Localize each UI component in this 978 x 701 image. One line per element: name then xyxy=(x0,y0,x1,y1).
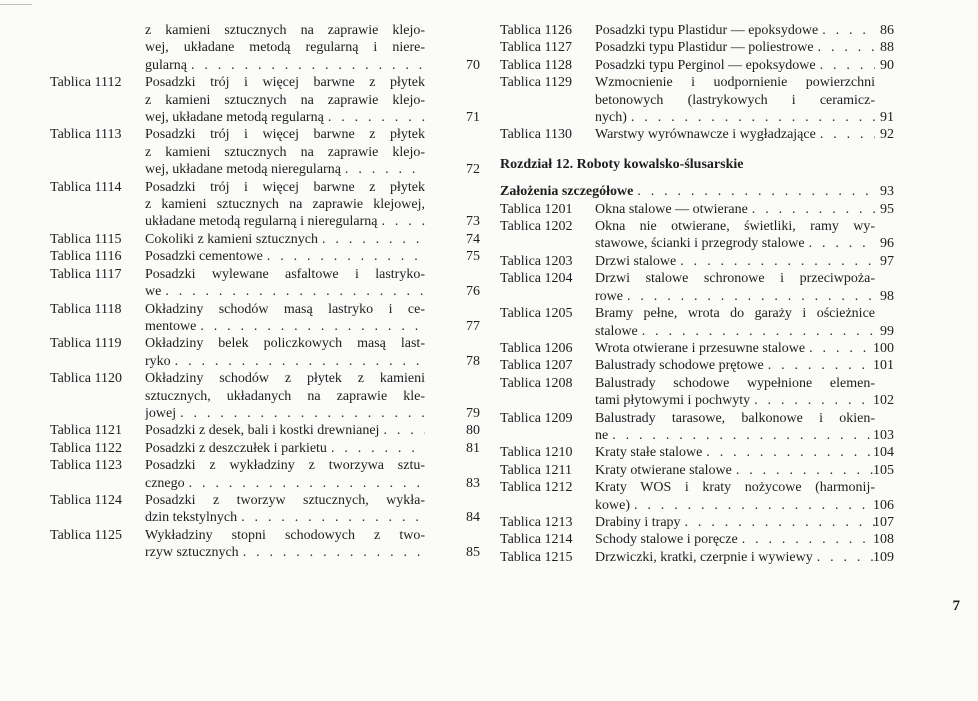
description-line xyxy=(595,74,875,91)
toc-entry xyxy=(500,253,930,270)
entry-page-number: 101 xyxy=(873,358,894,374)
dot-leader xyxy=(237,509,425,526)
description-text: nych) xyxy=(595,110,627,126)
description-text: tami płytowymi i pochwyty xyxy=(595,393,751,409)
description-line xyxy=(145,527,425,544)
entry-description xyxy=(145,74,425,126)
table-label: Tablica 1207 xyxy=(500,358,573,374)
description-text: Posadzki cementowe xyxy=(145,249,263,265)
toc-entry xyxy=(500,126,930,143)
description-text: stalowe xyxy=(595,323,638,339)
toc-entry xyxy=(500,479,930,514)
description-line xyxy=(145,318,425,335)
description-line xyxy=(595,375,875,392)
description-text: Drzwi stalowe xyxy=(595,253,677,269)
entry-description xyxy=(145,422,425,439)
entry-page-number: 96 xyxy=(880,236,894,252)
entry-page-number: 81 xyxy=(466,440,480,456)
entry-page-number: 93 xyxy=(880,184,894,200)
toc-right-bottom-group xyxy=(500,201,930,567)
entry-page-number: 103 xyxy=(873,427,894,443)
dot-leader xyxy=(623,288,875,305)
description-text: Wzmocnienie i uodpornienie powierzchni xyxy=(595,75,875,91)
table-label: Tablica 1129 xyxy=(500,75,572,91)
entry-description xyxy=(145,266,425,301)
description-line xyxy=(145,179,425,196)
entry-description xyxy=(595,410,875,445)
toc-entry xyxy=(500,462,930,479)
entry-description xyxy=(595,531,875,548)
table-label: Tablica 1205 xyxy=(500,306,573,322)
toc-right-column xyxy=(500,22,930,566)
table-label: Tablica 1203 xyxy=(500,253,573,269)
entry-description xyxy=(595,340,875,357)
description-text: Drzwiczki, kratki, czerpnie i wywiewy xyxy=(595,549,813,565)
dot-leader xyxy=(187,57,425,74)
description-text: gularną xyxy=(145,57,187,73)
description-line xyxy=(145,335,425,352)
description-line xyxy=(145,161,425,178)
entry-page-number: 84 xyxy=(466,510,480,526)
description-text: ne xyxy=(595,427,609,443)
table-label: Tablica 1116 xyxy=(50,249,122,265)
table-label: Tablica 1201 xyxy=(500,201,573,217)
toc-entry xyxy=(500,22,930,39)
entry-description xyxy=(145,457,425,492)
description-text: Posadzki trój i więcej barwne z płytek xyxy=(145,179,425,195)
description-text: Balustrady tarasowe, balkonowe i okien- xyxy=(595,410,875,426)
entry-page-number: 100 xyxy=(873,340,894,356)
toc-entry xyxy=(500,305,930,340)
entry-page-number: 98 xyxy=(880,288,894,304)
description-line xyxy=(595,288,875,305)
description-line xyxy=(145,74,425,91)
description-text: Okna nie otwierane, świetliki, ramy wy- xyxy=(595,219,875,235)
description-line xyxy=(595,357,875,374)
description-text: dzin tekstylnych xyxy=(145,510,238,526)
description-text: we xyxy=(145,284,162,300)
dot-leader xyxy=(676,253,875,270)
description-line xyxy=(595,549,875,566)
dot-leader xyxy=(239,544,425,561)
dot-leader xyxy=(627,109,875,126)
table-label: Tablica 1126 xyxy=(500,23,572,38)
entry-page-number: 80 xyxy=(466,423,480,439)
entry-page-number: 91 xyxy=(880,110,894,126)
dot-leader xyxy=(608,427,875,444)
description-line xyxy=(145,57,425,74)
description-line xyxy=(595,270,875,287)
toc-entry xyxy=(500,74,930,126)
description-text: Cokoliki z kamieni sztucznych xyxy=(145,231,319,247)
assumptions-row xyxy=(500,183,875,200)
description-line xyxy=(595,392,875,409)
description-line xyxy=(145,509,425,526)
table-label: Tablica 1117 xyxy=(50,266,122,282)
description-line xyxy=(145,388,425,405)
dot-leader xyxy=(185,475,425,492)
page-number: 7 xyxy=(952,598,960,614)
description-line xyxy=(145,457,425,474)
description-text: Posadzki typu Perginol — epoksydowe xyxy=(595,57,816,73)
table-label: Tablica 1114 xyxy=(50,179,122,195)
entry-description xyxy=(595,375,875,410)
assumptions-label: Założenia szczegółowe xyxy=(500,184,634,200)
table-label: Tablica 1211 xyxy=(500,462,572,478)
description-text: z kamieni sztucznych na zaprawie klejowej, xyxy=(145,197,425,213)
entry-description xyxy=(595,74,875,126)
entry-page-number: 75 xyxy=(466,249,480,265)
entry-description xyxy=(595,201,875,218)
description-line xyxy=(145,405,425,422)
description-line xyxy=(595,235,875,252)
description-line xyxy=(145,213,425,230)
entry-description xyxy=(595,253,875,270)
table-label: Tablica 1206 xyxy=(500,340,573,356)
entry-description xyxy=(145,335,425,370)
entry-page-number: 104 xyxy=(873,445,894,461)
entry-description xyxy=(595,549,875,566)
table-label: Tablica 1214 xyxy=(500,532,573,548)
entry-description xyxy=(595,305,875,340)
dot-leader xyxy=(161,283,425,300)
entry-description xyxy=(595,218,875,253)
table-label: Tablica 1215 xyxy=(500,549,573,565)
description-line xyxy=(595,253,875,270)
description-text: Posadzki trój i więcej barwne z płytek xyxy=(145,127,425,143)
description-text: Posadzki wylewane asfaltowe i lastryko- xyxy=(145,266,425,282)
entry-page-number: 106 xyxy=(873,497,894,513)
entry-description xyxy=(145,126,425,178)
table-label: Tablica 1202 xyxy=(500,219,573,235)
description-line xyxy=(145,22,425,39)
dot-leader xyxy=(263,248,425,265)
toc-entry xyxy=(500,270,930,305)
entry-page-number: 95 xyxy=(880,201,894,217)
toc-entry xyxy=(50,527,480,562)
table-label: Tablica 1208 xyxy=(500,375,573,391)
dot-leader xyxy=(318,231,425,248)
entry-description xyxy=(145,492,425,527)
entry-page-number: 70 xyxy=(466,57,480,73)
entry-page-number: 72 xyxy=(466,162,480,178)
table-label: Tablica 1212 xyxy=(500,480,573,496)
description-text: Balustrady schodowe prętowe xyxy=(595,358,764,374)
description-line xyxy=(145,266,425,283)
dot-leader xyxy=(171,353,425,370)
entry-description xyxy=(145,231,425,248)
table-label: Tablica 1120 xyxy=(50,371,122,387)
table-label: Tablica 1210 xyxy=(500,445,573,461)
assumptions-entry xyxy=(500,183,930,200)
toc-entry xyxy=(500,39,930,56)
dot-leader xyxy=(379,422,425,439)
dot-leader xyxy=(377,213,425,230)
toc-entry xyxy=(50,231,480,248)
table-label: Tablica 1213 xyxy=(500,514,573,530)
description-text: z kamieni sztucznych na zaprawie klejo- xyxy=(145,92,425,108)
description-text: Schody stalowe i poręcze xyxy=(595,532,738,548)
table-label: Tablica 1112 xyxy=(50,75,122,91)
table-label: Tablica 1209 xyxy=(500,410,573,426)
toc-entry xyxy=(500,549,930,566)
description-text: Posadzki typu Plastidur — epoksydowe xyxy=(595,23,819,38)
description-text: z kamieni sztucznych na zaprawie klejo- xyxy=(145,23,425,38)
description-text: Posadzki z tworzyw sztucznych, wykła- xyxy=(145,492,425,508)
description-text: sztucznych, układanych na zaprawie kle- xyxy=(145,388,425,404)
entry-page-number: 85 xyxy=(466,545,480,561)
description-line xyxy=(595,57,875,74)
entry-page-number: 92 xyxy=(880,127,894,143)
table-label: Tablica 1128 xyxy=(500,57,572,73)
entry-page-number: 88 xyxy=(880,40,894,56)
toc-entry xyxy=(50,370,480,422)
description-line xyxy=(595,22,875,39)
table-label: Tablica 1118 xyxy=(50,301,122,317)
toc-entry xyxy=(500,410,930,445)
entry-page-number: 78 xyxy=(466,353,480,369)
entry-description xyxy=(145,179,425,231)
description-line xyxy=(595,462,875,479)
entry-description xyxy=(595,479,875,514)
description-line xyxy=(145,196,425,213)
description-line xyxy=(595,109,875,126)
table-label: Tablica 1130 xyxy=(500,127,572,143)
description-line xyxy=(595,92,875,109)
entry-description xyxy=(145,301,425,336)
description-line xyxy=(595,323,875,340)
toc-entry xyxy=(500,57,930,74)
description-line xyxy=(145,144,425,161)
toc-entry xyxy=(50,248,480,265)
description-text: Posadzki z desek, bali i kostki drewnianej xyxy=(145,423,380,439)
description-line xyxy=(145,301,425,318)
description-line xyxy=(145,283,425,300)
toc-entry xyxy=(50,179,480,231)
description-line xyxy=(145,422,425,439)
entry-description xyxy=(595,444,875,461)
entry-description xyxy=(145,22,425,74)
description-text: kowe) xyxy=(595,497,630,513)
description-line xyxy=(595,531,875,548)
toc-entry xyxy=(50,440,480,457)
description-line xyxy=(595,479,875,496)
toc-entry xyxy=(500,531,930,548)
table-label: Tablica 1119 xyxy=(50,336,122,352)
entry-page-number: 97 xyxy=(880,253,894,269)
dot-leader xyxy=(630,497,875,514)
description-text: Okładziny belek policzkowych masą last- xyxy=(145,336,425,352)
toc-entry xyxy=(50,457,480,492)
scan-edge-mark xyxy=(0,4,32,5)
chapter-heading: Rozdział 12. Roboty kowalsko-ślusarskie xyxy=(500,156,744,172)
description-text: z kamieni sztucznych na zaprawie klejo- xyxy=(145,144,425,160)
description-text: Posadzki trój i więcej barwne z płytek xyxy=(145,75,425,91)
entry-page-number: 77 xyxy=(466,318,480,334)
entry-description xyxy=(595,39,875,56)
dot-leader xyxy=(702,444,875,461)
dot-leader xyxy=(681,514,875,531)
table-label: Tablica 1123 xyxy=(50,458,122,474)
toc-entry xyxy=(500,375,930,410)
entry-page-number: 105 xyxy=(873,462,894,478)
entry-page-number: 71 xyxy=(466,110,480,126)
table-label: Tablica 1127 xyxy=(500,40,572,56)
entry-page-number: 90 xyxy=(880,57,894,73)
description-text: jowej xyxy=(145,405,177,421)
dot-leader xyxy=(638,323,875,340)
description-line xyxy=(145,231,425,248)
description-line xyxy=(145,39,425,56)
entry-page-number: 76 xyxy=(466,284,480,300)
description-text: Posadzki z wykładziny z tworzywa sztu- xyxy=(145,458,425,474)
entry-description xyxy=(595,357,875,374)
description-line xyxy=(595,410,875,427)
entry-description xyxy=(595,462,875,479)
description-text: wej, układane metodą regularną xyxy=(145,110,324,126)
toc-left-column xyxy=(50,22,480,562)
description-line xyxy=(145,109,425,126)
entry-description xyxy=(595,514,875,531)
description-line xyxy=(595,497,875,514)
entry-page-number: 83 xyxy=(466,475,480,491)
description-line xyxy=(595,514,875,531)
entry-page-number: 108 xyxy=(873,532,894,548)
description-text: wej, układane metodą regularną i niere- xyxy=(145,40,425,56)
toc-entry xyxy=(50,22,480,74)
entry-page-number: 74 xyxy=(466,231,480,247)
toc-entry xyxy=(50,126,480,178)
dot-leader xyxy=(327,440,425,457)
description-text: Wykładziny stopni schodowych z two- xyxy=(145,527,425,543)
description-text: Balustrady schodowe wypełnione elemen- xyxy=(595,375,875,391)
dot-leader xyxy=(176,405,425,422)
entry-page-number: 109 xyxy=(873,549,894,565)
description-text: Bramy pełne, wrota do garaży i ościeżnice xyxy=(595,306,875,322)
toc-entry xyxy=(500,514,930,531)
description-line xyxy=(145,544,425,561)
toc-entry xyxy=(500,201,930,218)
entry-description xyxy=(145,440,425,457)
description-text: mentowe xyxy=(145,318,197,334)
table-label: Tablica 1125 xyxy=(50,527,122,543)
description-text: Kraty WOS i kraty nożycowe (harmonij- xyxy=(595,480,875,496)
dot-leader xyxy=(324,109,425,126)
description-line xyxy=(145,475,425,492)
table-label: Tablica 1124 xyxy=(50,492,122,508)
description-line xyxy=(145,492,425,509)
description-text: Okna stalowe — otwierane xyxy=(595,201,748,217)
description-text: rowe xyxy=(595,288,623,304)
entry-page-number: 99 xyxy=(880,323,894,339)
toc-entry xyxy=(50,266,480,301)
entry-page-number: 73 xyxy=(466,214,480,230)
description-line xyxy=(595,427,875,444)
description-line xyxy=(145,440,425,457)
toc-entry xyxy=(500,357,930,374)
description-text: ryko xyxy=(145,353,171,369)
dot-leader xyxy=(196,318,425,335)
toc-right-top-group xyxy=(500,22,930,144)
entry-description xyxy=(595,126,875,143)
entry-description xyxy=(145,527,425,562)
description-text: Kraty otwierane stalowe xyxy=(595,462,732,478)
toc-entry xyxy=(500,218,930,253)
description-line xyxy=(595,201,875,218)
toc-entry xyxy=(50,422,480,439)
entry-description xyxy=(595,22,875,39)
entry-page-number: 107 xyxy=(873,514,894,530)
toc-entry xyxy=(50,492,480,527)
description-line xyxy=(145,92,425,109)
description-line xyxy=(145,248,425,265)
description-text: Drabiny i trapy xyxy=(595,514,681,530)
description-text: układane metodą regularną i nieregularną xyxy=(145,214,378,230)
description-line xyxy=(595,305,875,322)
table-label: Tablica 1113 xyxy=(50,127,122,143)
description-line xyxy=(595,444,875,461)
description-line xyxy=(595,126,875,143)
toc-entry xyxy=(50,335,480,370)
entry-description xyxy=(145,248,425,265)
dot-leader xyxy=(633,183,875,200)
dot-leader xyxy=(341,161,425,178)
description-text: wej, układane metodą nieregularną xyxy=(145,162,341,178)
description-text: betonowych (lastrykowych i ceramicz- xyxy=(595,92,875,108)
description-text: Posadzki typu Plastidur — poliestrowe xyxy=(595,40,814,56)
table-label: Tablica 1121 xyxy=(50,423,122,439)
description-text: rzyw sztucznych xyxy=(145,545,239,561)
entry-description xyxy=(595,270,875,305)
description-line xyxy=(595,218,875,235)
description-line xyxy=(595,340,875,357)
toc-entry xyxy=(500,340,930,357)
toc-entry xyxy=(500,444,930,461)
description-line xyxy=(145,126,425,143)
entry-description xyxy=(145,370,425,422)
table-label: Tablica 1204 xyxy=(500,271,573,287)
entry-page-number: 102 xyxy=(873,393,894,409)
description-text: Okładziny schodów z płytek z kamieni xyxy=(145,371,425,387)
description-line xyxy=(145,370,425,387)
description-text: Warstwy wyrównawcze i wygładzające xyxy=(595,127,816,143)
toc-entry xyxy=(50,301,480,336)
description-text: Wrota otwierane i przesuwne stalowe xyxy=(595,340,806,356)
description-text: cznego xyxy=(145,475,185,491)
description-text: stawowe, ścianki i przegrody stalowe xyxy=(595,236,805,252)
table-label: Tablica 1122 xyxy=(50,440,122,456)
description-text: Okładziny schodów masą lastryko i ce- xyxy=(145,301,425,317)
description-text: Posadzki z deszczułek i parkietu xyxy=(145,440,327,456)
entry-page-number: 79 xyxy=(466,405,480,421)
table-label: Tablica 1115 xyxy=(50,231,122,247)
entry-page-number: 86 xyxy=(880,23,894,38)
toc-entry xyxy=(50,74,480,126)
description-line xyxy=(595,39,875,56)
entry-description xyxy=(595,57,875,74)
description-text: Kraty stałe stalowe xyxy=(595,445,703,461)
description-line xyxy=(145,353,425,370)
description-text: Drzwi stalowe schronowe i przeciwpoża- xyxy=(595,271,875,287)
